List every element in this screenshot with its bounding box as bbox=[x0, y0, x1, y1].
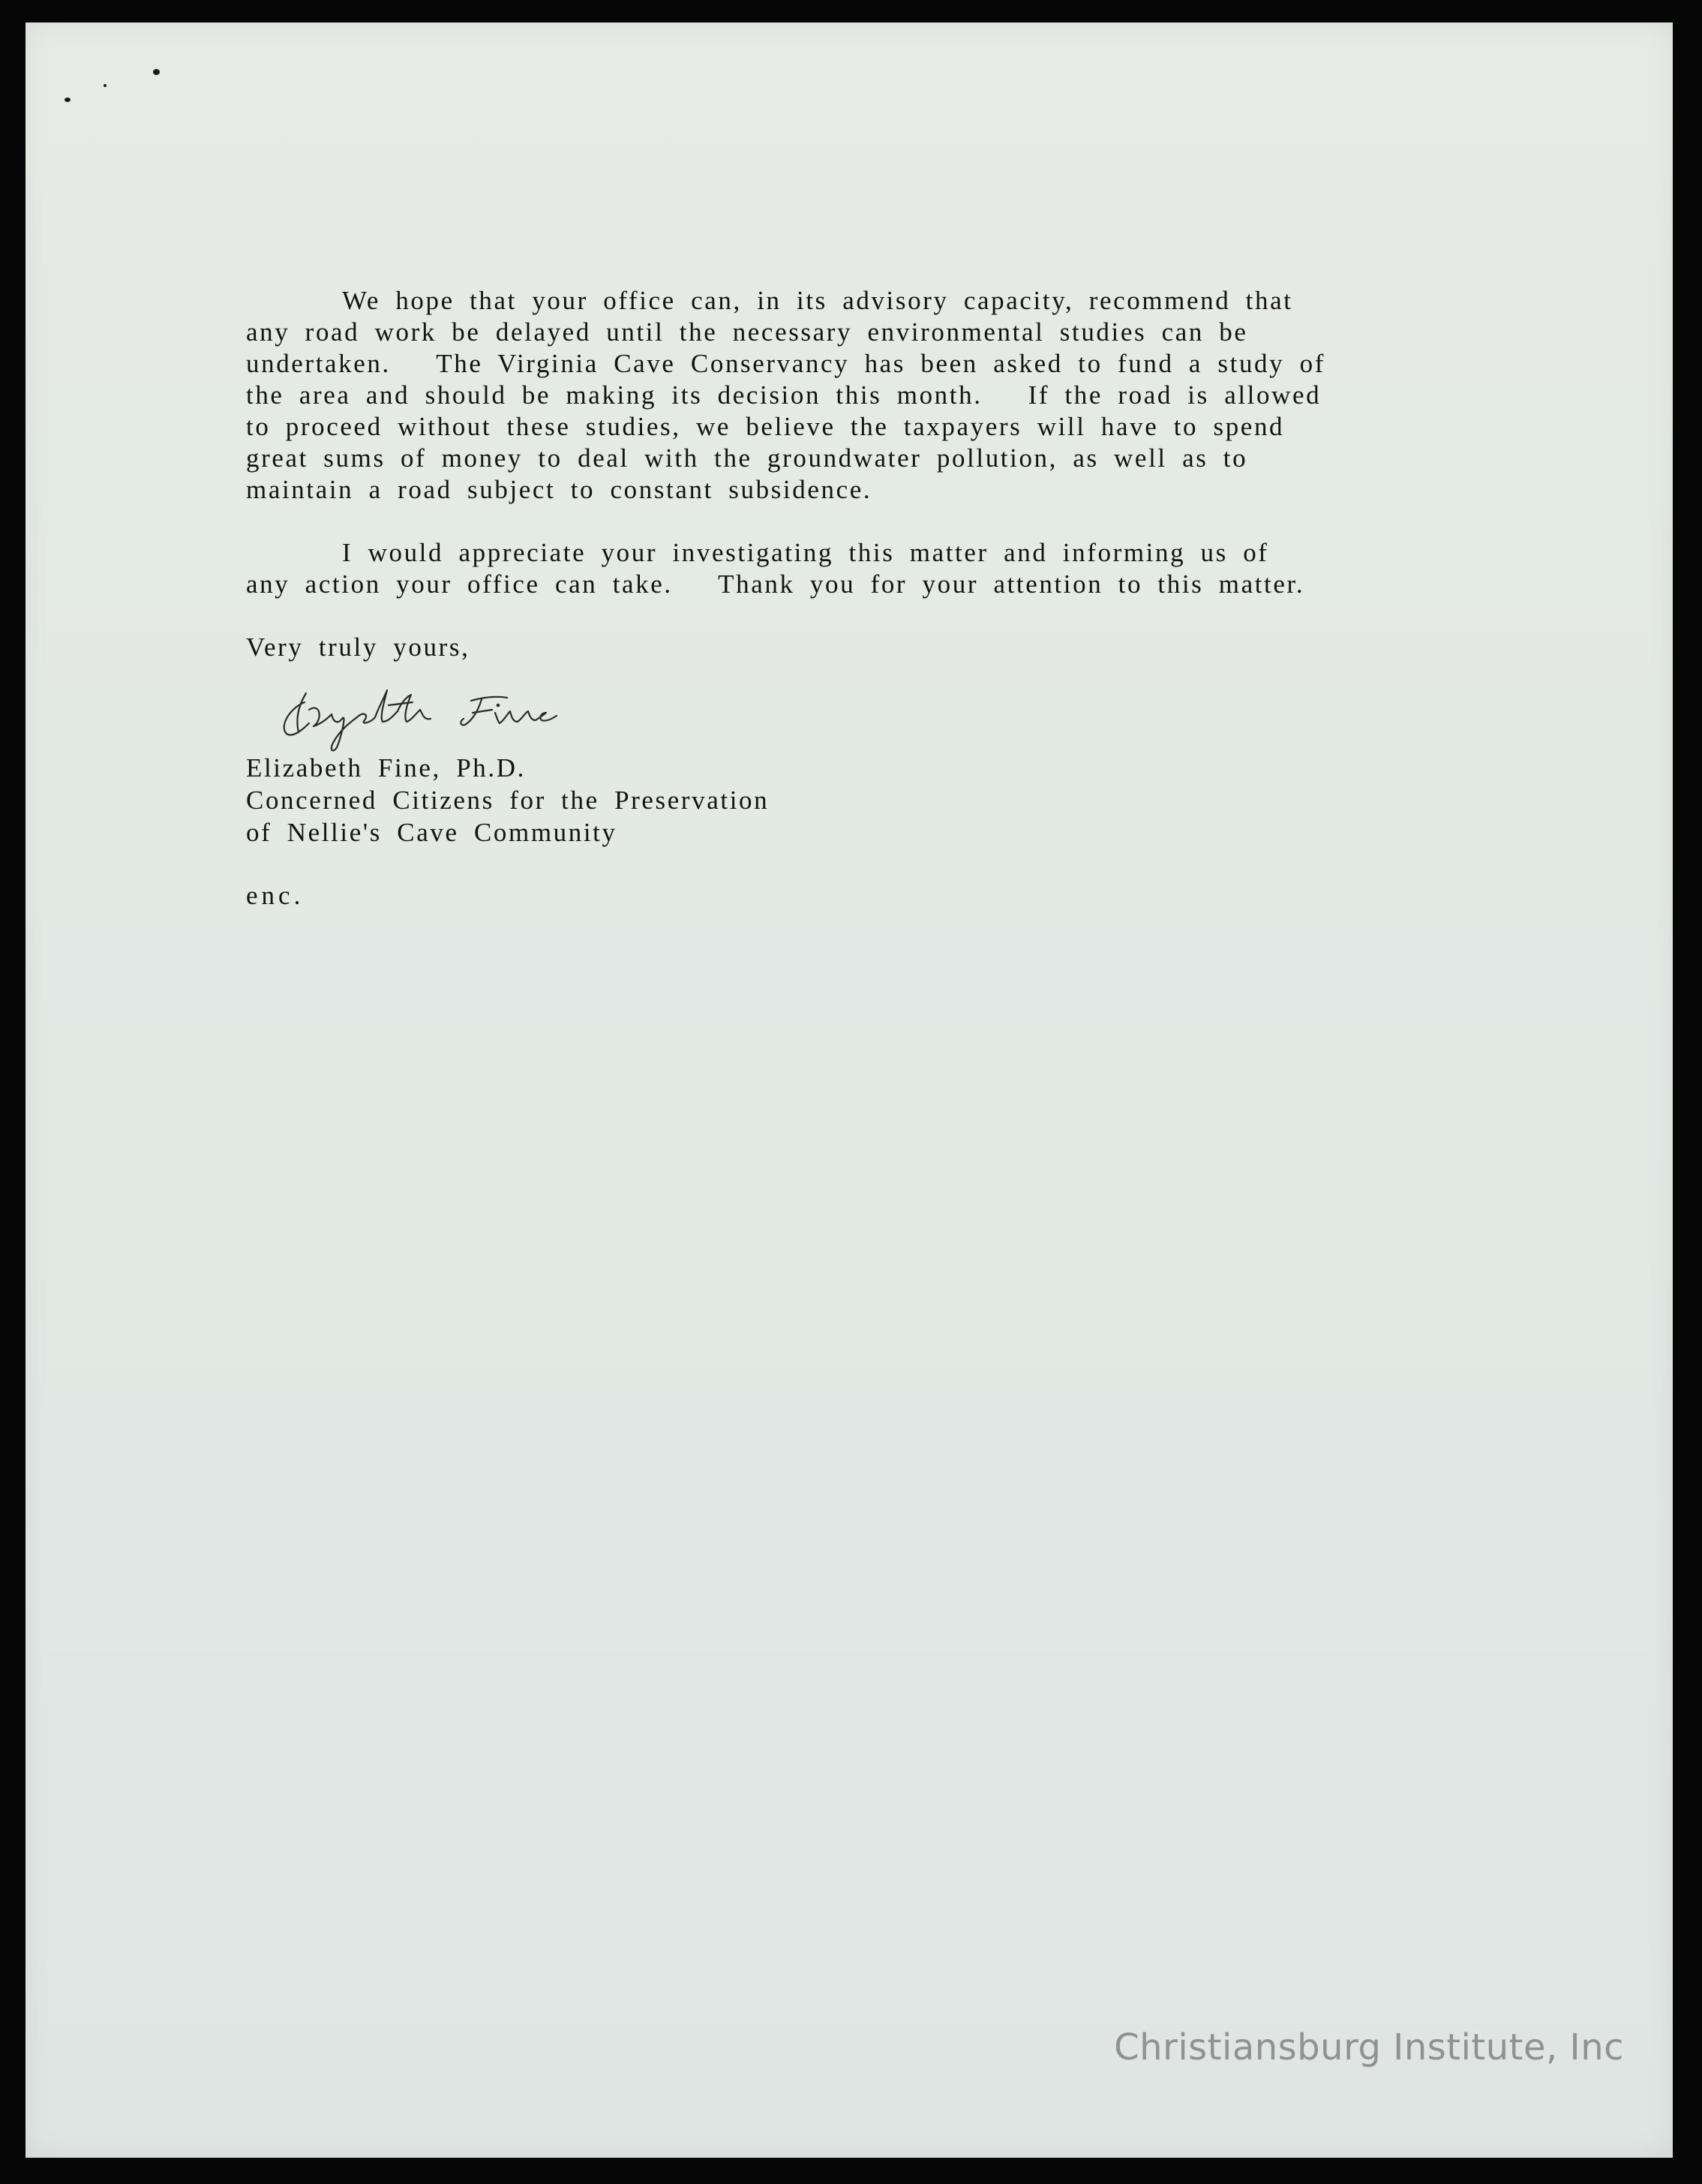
signature-image bbox=[276, 680, 591, 762]
organization-line: Concerned Citizens for the Preservation bbox=[246, 786, 770, 815]
paragraph-line: to proceed without these studies, we believe the taxpayers will have to spend bbox=[246, 412, 1285, 441]
paragraph-request bbox=[246, 285, 1469, 506]
enclosure-note: enc. bbox=[246, 881, 305, 910]
letter-body bbox=[246, 285, 1469, 912]
paragraph-line: We hope that your office can, in its advisory capacity, recommend that bbox=[342, 286, 1293, 315]
signature-block bbox=[246, 752, 1469, 849]
paragraph-line: any road work be delayed until the necessary environmental studies can be bbox=[246, 317, 1248, 347]
paragraph-line: great sums of money to deal with the groundwater pollution, as well as to bbox=[246, 443, 1248, 473]
closing-salutation: Very truly yours, bbox=[246, 632, 470, 662]
paragraph-line: undertaken. The Virginia Cave Conservancy has been asked to fund a study of bbox=[246, 349, 1325, 378]
paragraph-line: the area and should be making its decision this month. If the road is allowed bbox=[246, 380, 1322, 410]
paper-speck bbox=[65, 98, 71, 102]
paper-speck bbox=[104, 84, 107, 87]
paper-speck bbox=[153, 69, 160, 75]
organization-line: of Nellie's Cave Community bbox=[246, 818, 617, 847]
paragraph-line: any action your office can take. Thank you for your attention to this matter. bbox=[246, 569, 1305, 599]
paragraph-appreciation bbox=[246, 537, 1469, 600]
signer-name: Elizabeth Fine, Ph.D. bbox=[246, 753, 526, 783]
paragraph-line: I would appreciate your investigating this matter and informing us of bbox=[342, 538, 1269, 567]
paragraph-line: maintain a road subject to constant subsidence. bbox=[246, 475, 872, 504]
handwritten-signature bbox=[246, 684, 1469, 752]
archive-watermark: Christiansburg Institute, Inc bbox=[1114, 2026, 1624, 2068]
